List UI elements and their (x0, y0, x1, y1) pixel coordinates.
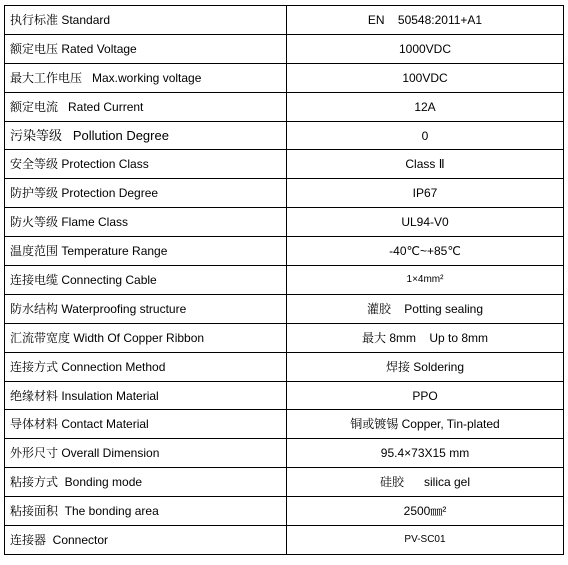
spec-row-contact-material (5, 410, 564, 439)
spec-row-pollution-degree (5, 121, 564, 150)
parameter-value: 灌胶 Potting sealing (287, 294, 564, 323)
parameter-label: 外形尺寸 Overall Dimension (5, 439, 287, 468)
parameter-label: 导体材料 Contact Material (5, 410, 287, 439)
parameter-value: 最大 8mm Up to 8mm (287, 323, 564, 352)
spec-row-standard (5, 6, 564, 35)
parameter-value: 12A (287, 92, 564, 121)
parameter-label: 额定电压 Rated Voltage (5, 34, 287, 63)
parameter-value: 0 (287, 121, 564, 150)
parameter-value: 95.4×73X15 mm (287, 439, 564, 468)
parameter-label: 防火等级 Flame Class (5, 208, 287, 237)
parameter-label: 执行标准 Standard (5, 6, 287, 35)
parameter-label: 安全等级 Protection Class (5, 150, 287, 179)
spec-row-connecting-cable (5, 266, 564, 295)
spec-row-connection-method (5, 352, 564, 381)
spec-row-waterproofing-structure (5, 294, 564, 323)
parameter-label: 粘接面积 The bonding area (5, 497, 287, 526)
parameter-label: 粘接方式 Bonding mode (5, 468, 287, 497)
parameter-label: 连接器 Connector (5, 526, 287, 555)
spec-row-connector (5, 526, 564, 555)
spec-row-bonding-mode (5, 468, 564, 497)
parameter-value: 1000VDC (287, 34, 564, 63)
parameter-value: UL94-V0 (287, 208, 564, 237)
parameter-label: 连接方式 Connection Method (5, 352, 287, 381)
specification-table (4, 5, 564, 555)
parameter-label: 温度范围 Temperature Range (5, 237, 287, 266)
spec-row-insulation-material (5, 381, 564, 410)
parameter-value: PPO (287, 381, 564, 410)
spec-row-protection-class (5, 150, 564, 179)
parameter-label: 防水结构 Waterproofing structure (5, 294, 287, 323)
spec-row-max-working-voltage (5, 63, 564, 92)
parameter-value: Class Ⅱ (287, 150, 564, 179)
parameter-label: 最大工作电压 Max.working voltage (5, 63, 287, 92)
parameter-value: 铜或镀锡 Copper, Tin-plated (287, 410, 564, 439)
spec-row-temperature-range (5, 237, 564, 266)
parameter-label: 连接电缆 Connecting Cable (5, 266, 287, 295)
parameter-label: 汇流带宽度 Width Of Copper Ribbon (5, 323, 287, 352)
spec-row-rated-voltage (5, 34, 564, 63)
parameter-value: PV-SC01 (287, 526, 564, 555)
spec-row-rated-current (5, 92, 564, 121)
spec-row-bonding-area (5, 497, 564, 526)
parameter-value: 2500㎜² (287, 497, 564, 526)
parameter-value: IP67 (287, 179, 564, 208)
parameter-label: 污染等级 Pollution Degree (5, 121, 287, 150)
parameter-value: 1×4mm² (287, 266, 564, 295)
parameter-label: 防护等级 Protection Degree (5, 179, 287, 208)
spec-row-copper-ribbon-width (5, 323, 564, 352)
parameter-value: 硅胶 silica gel (287, 468, 564, 497)
spec-row-protection-degree (5, 179, 564, 208)
parameter-value: 焊接 Soldering (287, 352, 564, 381)
parameter-value: EN 50548:2011+A1 (287, 6, 564, 35)
parameter-label: 绝缘材料 Insulation Material (5, 381, 287, 410)
spec-row-overall-dimension (5, 439, 564, 468)
spec-row-flame-class (5, 208, 564, 237)
parameter-label: 额定电流 Rated Current (5, 92, 287, 121)
parameter-value: -40℃~+85℃ (287, 237, 564, 266)
parameter-value: 100VDC (287, 63, 564, 92)
